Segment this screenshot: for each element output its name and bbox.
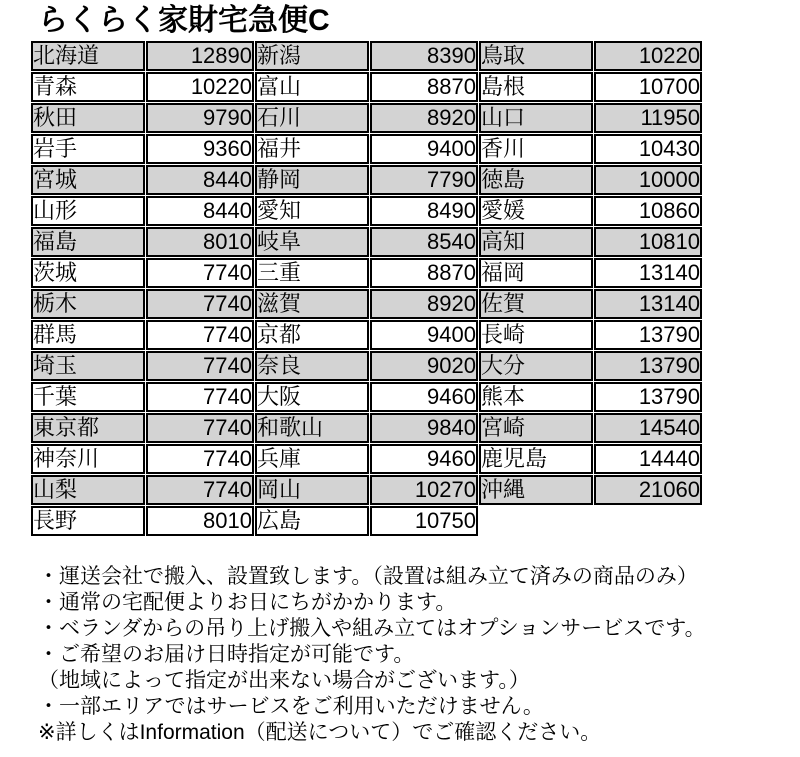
price-cell: 13790 [594,320,702,350]
prefecture-cell: 福井 [255,134,369,164]
note-line: ※詳しくはInformation（配送について）でご確認ください。 [38,721,602,744]
prefecture-cell: 岐阜 [255,227,369,257]
price-cell: 9400 [370,134,478,164]
price-cell: 7740 [146,444,254,474]
price-cell: 7740 [146,289,254,319]
prefecture-cell: 徳島 [479,165,593,195]
price-cell: 8870 [370,258,478,288]
prefecture-cell: 長崎 [479,320,593,350]
prefecture-cell: 富山 [255,72,369,102]
price-cell: 7740 [146,351,254,381]
prefecture-cell: 福島 [31,227,145,257]
price-cell: 10220 [146,72,254,102]
prefecture-cell: 島根 [479,72,593,102]
price-cell: 13140 [594,289,702,319]
fee-row [31,506,702,536]
prefecture-cell: 香川 [479,134,593,164]
prefecture-cell: 群馬 [31,320,145,350]
price-cell: 9360 [146,134,254,164]
prefecture-cell: 大分 [479,351,593,381]
service-notes [38,564,800,746]
prefecture-cell: 熊本 [479,382,593,412]
note-line: （地域によって指定が出来ない場合がございます。） [38,669,530,692]
page-title: らくらく家財宅急便C [38,4,330,37]
price-cell: 9400 [370,320,478,350]
prefecture-cell: 山口 [479,103,593,133]
prefecture-cell: 佐賀 [479,289,593,319]
fee-row [31,103,702,133]
price-cell: 9460 [370,382,478,412]
price-cell: 8920 [370,103,478,133]
prefecture-cell: 広島 [255,506,369,536]
price-cell: 7740 [146,413,254,443]
price-cell: 8010 [146,227,254,257]
price-cell: 10750 [370,506,478,536]
empty-cell [594,506,702,536]
prefecture-cell: 北海道 [31,41,145,71]
prefecture-cell: 福岡 [479,258,593,288]
note-line: ・ベランダからの吊り上げ搬入や組み立てはオプションサービスです。 [38,617,706,640]
fee-row [31,444,702,474]
price-cell: 12890 [146,41,254,71]
price-cell: 10700 [594,72,702,102]
prefecture-cell: 石川 [255,103,369,133]
price-cell: 9020 [370,351,478,381]
shipping-fee-table [30,40,703,537]
fee-row [31,227,702,257]
fee-row [31,258,702,288]
prefecture-cell: 埼玉 [31,351,145,381]
prefecture-cell: 滋賀 [255,289,369,319]
prefecture-cell: 山梨 [31,475,145,505]
price-cell: 10220 [594,41,702,71]
price-cell: 7740 [146,475,254,505]
fee-row [31,72,702,102]
prefecture-cell: 長野 [31,506,145,536]
prefecture-cell: 奈良 [255,351,369,381]
price-cell: 13790 [594,351,702,381]
price-cell: 8390 [370,41,478,71]
prefecture-cell: 高知 [479,227,593,257]
fee-row [31,320,702,350]
prefecture-cell: 岩手 [31,134,145,164]
price-cell: 13140 [594,258,702,288]
price-cell: 8440 [146,165,254,195]
price-cell: 13790 [594,382,702,412]
note-line: ・ご希望のお届け日時指定が可能です。 [38,643,415,666]
price-cell: 21060 [594,475,702,505]
price-cell: 8920 [370,289,478,319]
price-cell: 11950 [594,103,702,133]
fee-row [31,134,702,164]
note-line: ・運送会社で搬入、設置致します。（設置は組み立て済みの商品のみ） [38,565,698,588]
price-cell: 7740 [146,382,254,412]
price-cell: 8010 [146,506,254,536]
fee-row [31,165,702,195]
prefecture-cell: 鹿児島 [479,444,593,474]
prefecture-cell: 山形 [31,196,145,226]
prefecture-cell: 鳥取 [479,41,593,71]
price-cell: 9460 [370,444,478,474]
price-cell: 7740 [146,258,254,288]
prefecture-cell: 千葉 [31,382,145,412]
fee-row [31,41,702,71]
prefecture-cell: 神奈川 [31,444,145,474]
price-cell: 14440 [594,444,702,474]
prefecture-cell: 青森 [31,72,145,102]
prefecture-cell: 愛媛 [479,196,593,226]
prefecture-cell: 和歌山 [255,413,369,443]
note-line: ・一部エリアではサービスをご利用いただけません。 [38,695,544,718]
price-cell: 8870 [370,72,478,102]
price-cell: 7790 [370,165,478,195]
empty-cell [479,506,593,536]
prefecture-cell: 宮崎 [479,413,593,443]
fee-row [31,196,702,226]
price-cell: 7740 [146,320,254,350]
fee-row [31,289,702,319]
prefecture-cell: 栃木 [31,289,145,319]
prefecture-cell: 京都 [255,320,369,350]
price-cell: 10860 [594,196,702,226]
note-line: ・通常の宅配便よりお日にちがかかります。 [38,591,457,614]
prefecture-cell: 愛知 [255,196,369,226]
prefecture-cell: 三重 [255,258,369,288]
price-cell: 8540 [370,227,478,257]
price-cell: 8440 [146,196,254,226]
prefecture-cell: 兵庫 [255,444,369,474]
fee-row [31,351,702,381]
price-cell: 9840 [370,413,478,443]
prefecture-cell: 新潟 [255,41,369,71]
prefecture-cell: 宮城 [31,165,145,195]
price-cell: 9790 [146,103,254,133]
prefecture-cell: 静岡 [255,165,369,195]
prefecture-cell: 東京都 [31,413,145,443]
price-cell: 10810 [594,227,702,257]
prefecture-cell: 茨城 [31,258,145,288]
price-cell: 8490 [370,196,478,226]
fee-row [31,475,702,505]
prefecture-cell: 岡山 [255,475,369,505]
prefecture-cell: 秋田 [31,103,145,133]
fee-row [31,382,702,412]
price-cell: 14540 [594,413,702,443]
price-cell: 10270 [370,475,478,505]
prefecture-cell: 大阪 [255,382,369,412]
price-cell: 10430 [594,134,702,164]
fee-row [31,413,702,443]
price-cell: 10000 [594,165,702,195]
prefecture-cell: 沖縄 [479,475,593,505]
